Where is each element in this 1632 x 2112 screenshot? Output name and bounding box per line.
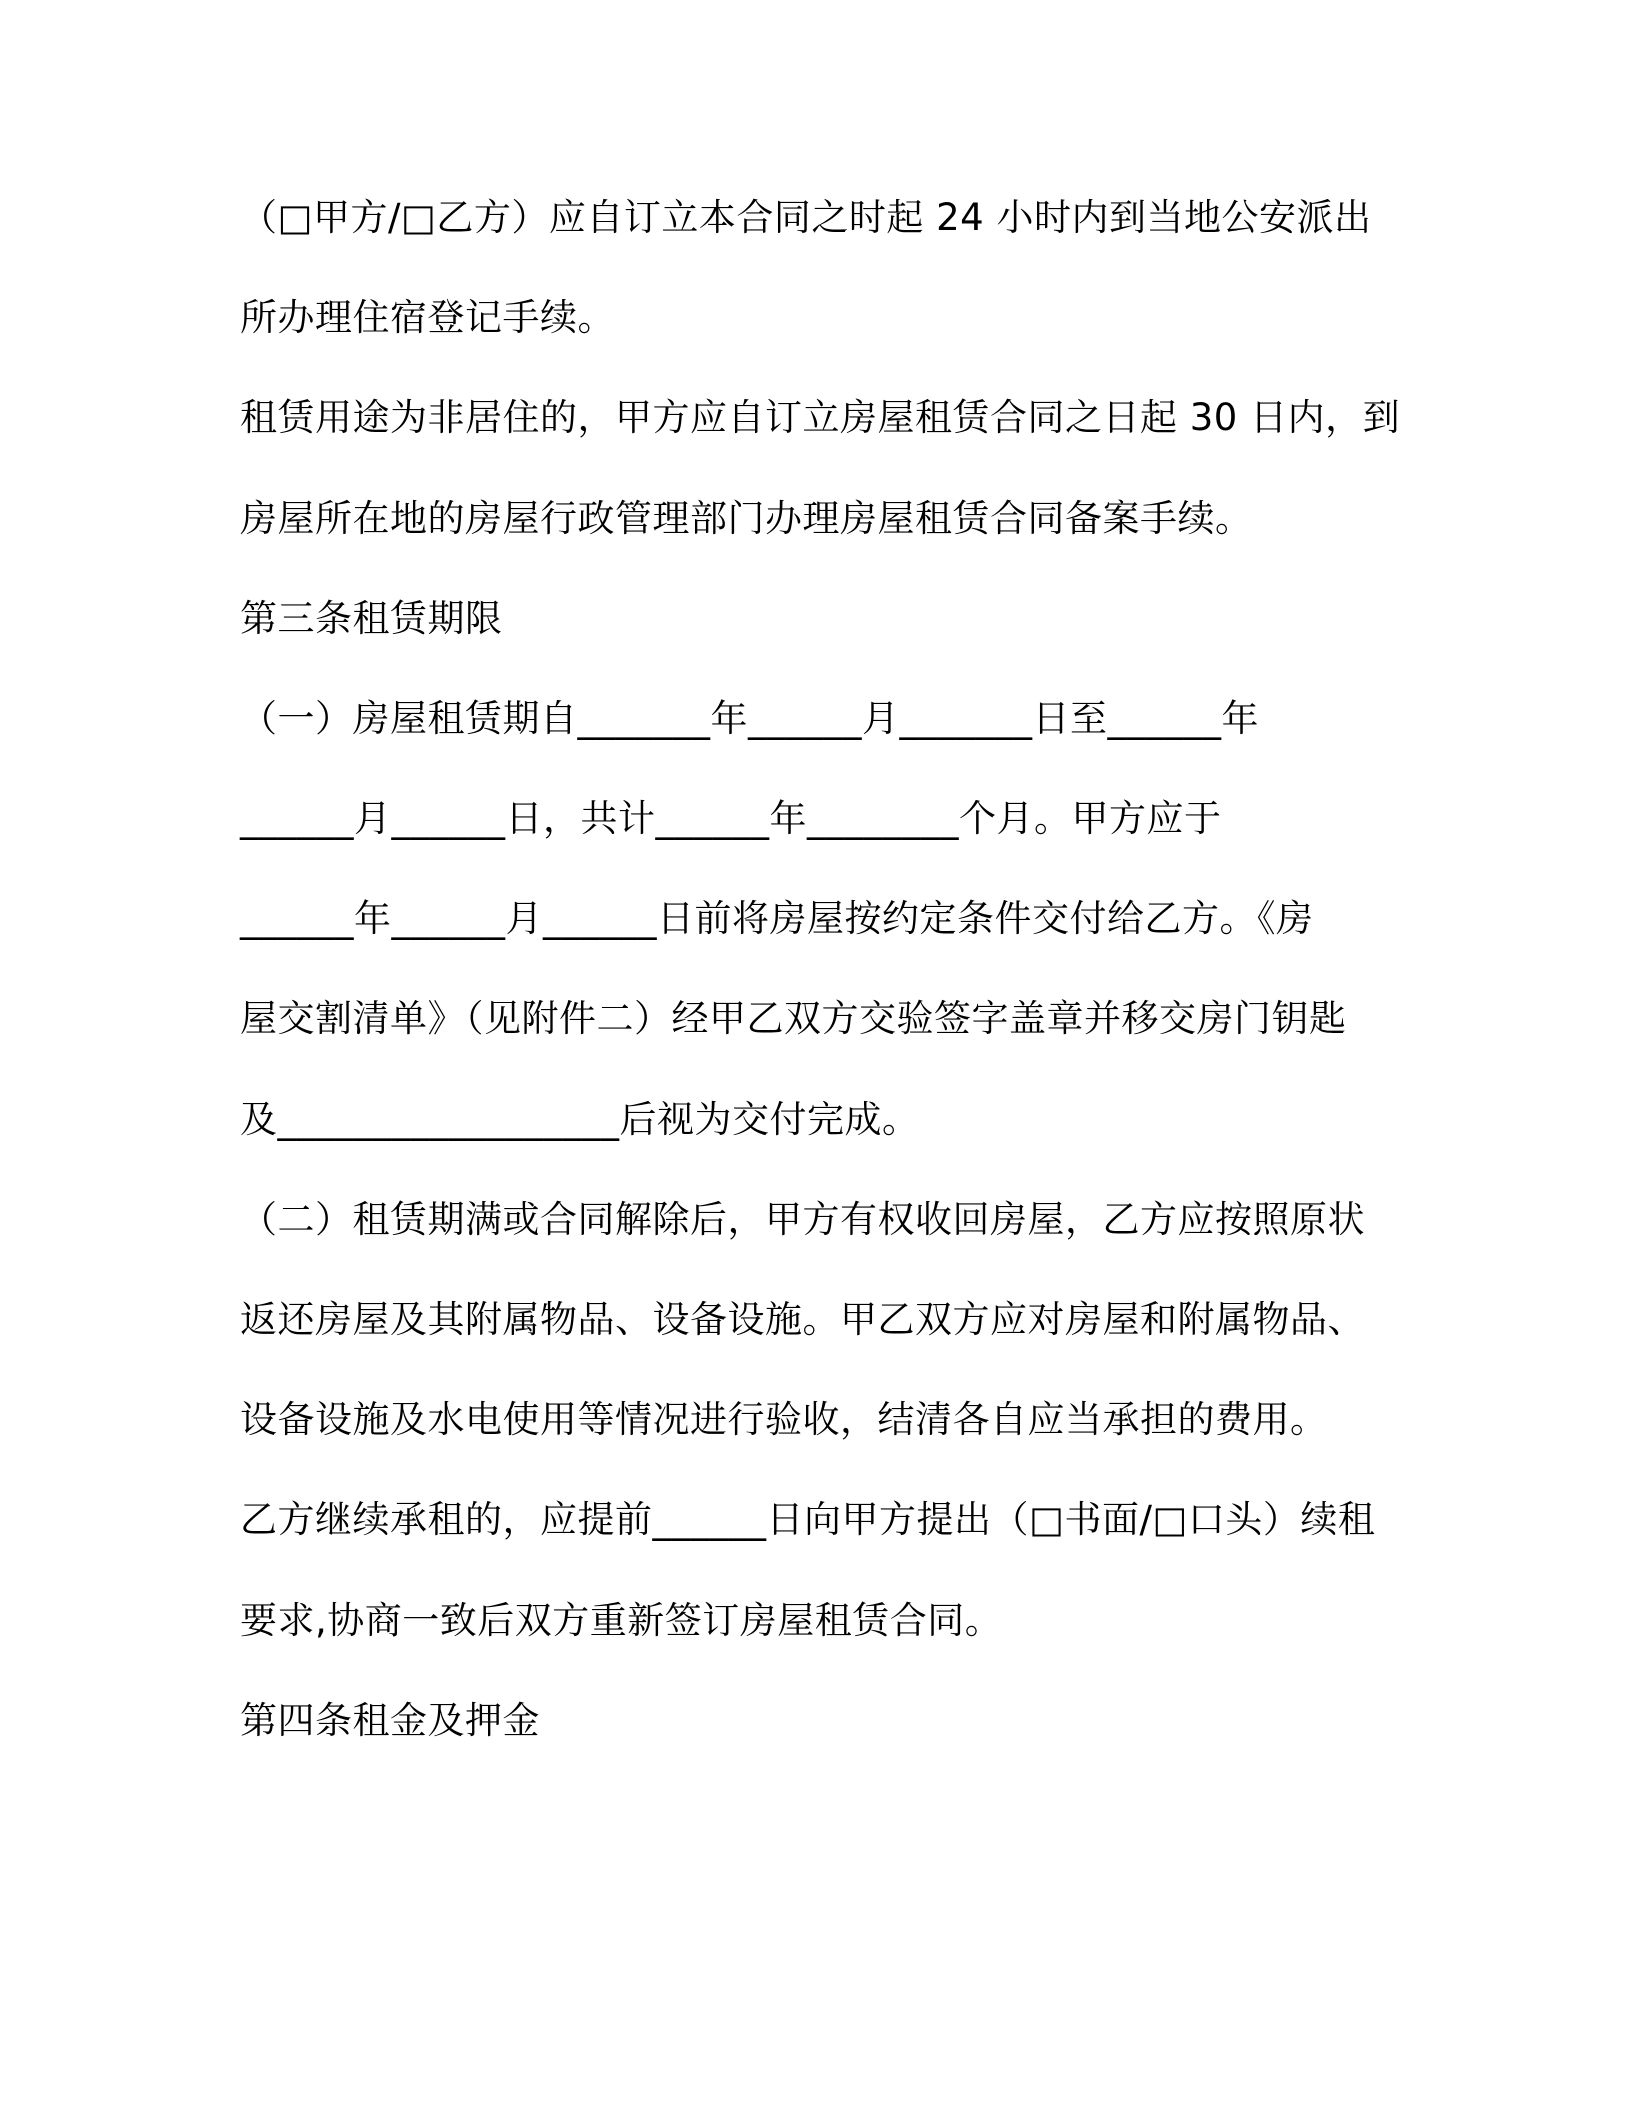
- text-line-8: ______年______月______日前将房屋按约定条件交付给乙方。《房: [240, 897, 1314, 940]
- text-line-3: 租赁用途为非居住的，甲方应自订立房屋租赁合同之日起 30 日内，到: [240, 396, 1401, 439]
- text-line-15: 要求,协商一致后双方重新签订房屋租赁合同。: [240, 1599, 1003, 1642]
- section-heading-lease-term: 第三条租赁期限: [240, 597, 503, 640]
- text-line-11: （二）租赁期满或合同解除后，甲方有权收回房屋，乙方应按照原状: [240, 1198, 1365, 1241]
- text-line-12: 返还房屋及其附属物品、设备设施。甲乙双方应对房屋和附属物品、: [240, 1298, 1365, 1341]
- text-line-13: 设备设施及水电使用等情况进行验收，结清各自应当承担的费用。: [240, 1398, 1328, 1441]
- text-line-9: 屋交割清单》（见附件二）经甲乙双方交验签字盖章并移交房门钥匙: [240, 997, 1347, 1040]
- text-line-1: （□甲方/□乙方）应自订立本合同之时起 24 小时内到当地公安派出: [240, 196, 1372, 239]
- text-line-14: 乙方继续承租的，应提前______日向甲方提出（□书面/□口头）续租: [240, 1498, 1376, 1541]
- section-heading-rent-deposit: 第四条租金及押金: [240, 1699, 540, 1742]
- text-line-6: （一）房屋租赁期自_______年______月_______日至______年: [240, 697, 1259, 740]
- text-line-10: 及__________________后视为交付完成。: [240, 1098, 920, 1141]
- text-line-2: 所办理住宿登记手续。: [240, 296, 615, 339]
- text-line-7: ______月______日，共计______年________个月。甲方应于: [240, 797, 1222, 840]
- text-line-4: 房屋所在地的房屋行政管理部门办理房屋租赁合同备案手续。: [240, 497, 1253, 540]
